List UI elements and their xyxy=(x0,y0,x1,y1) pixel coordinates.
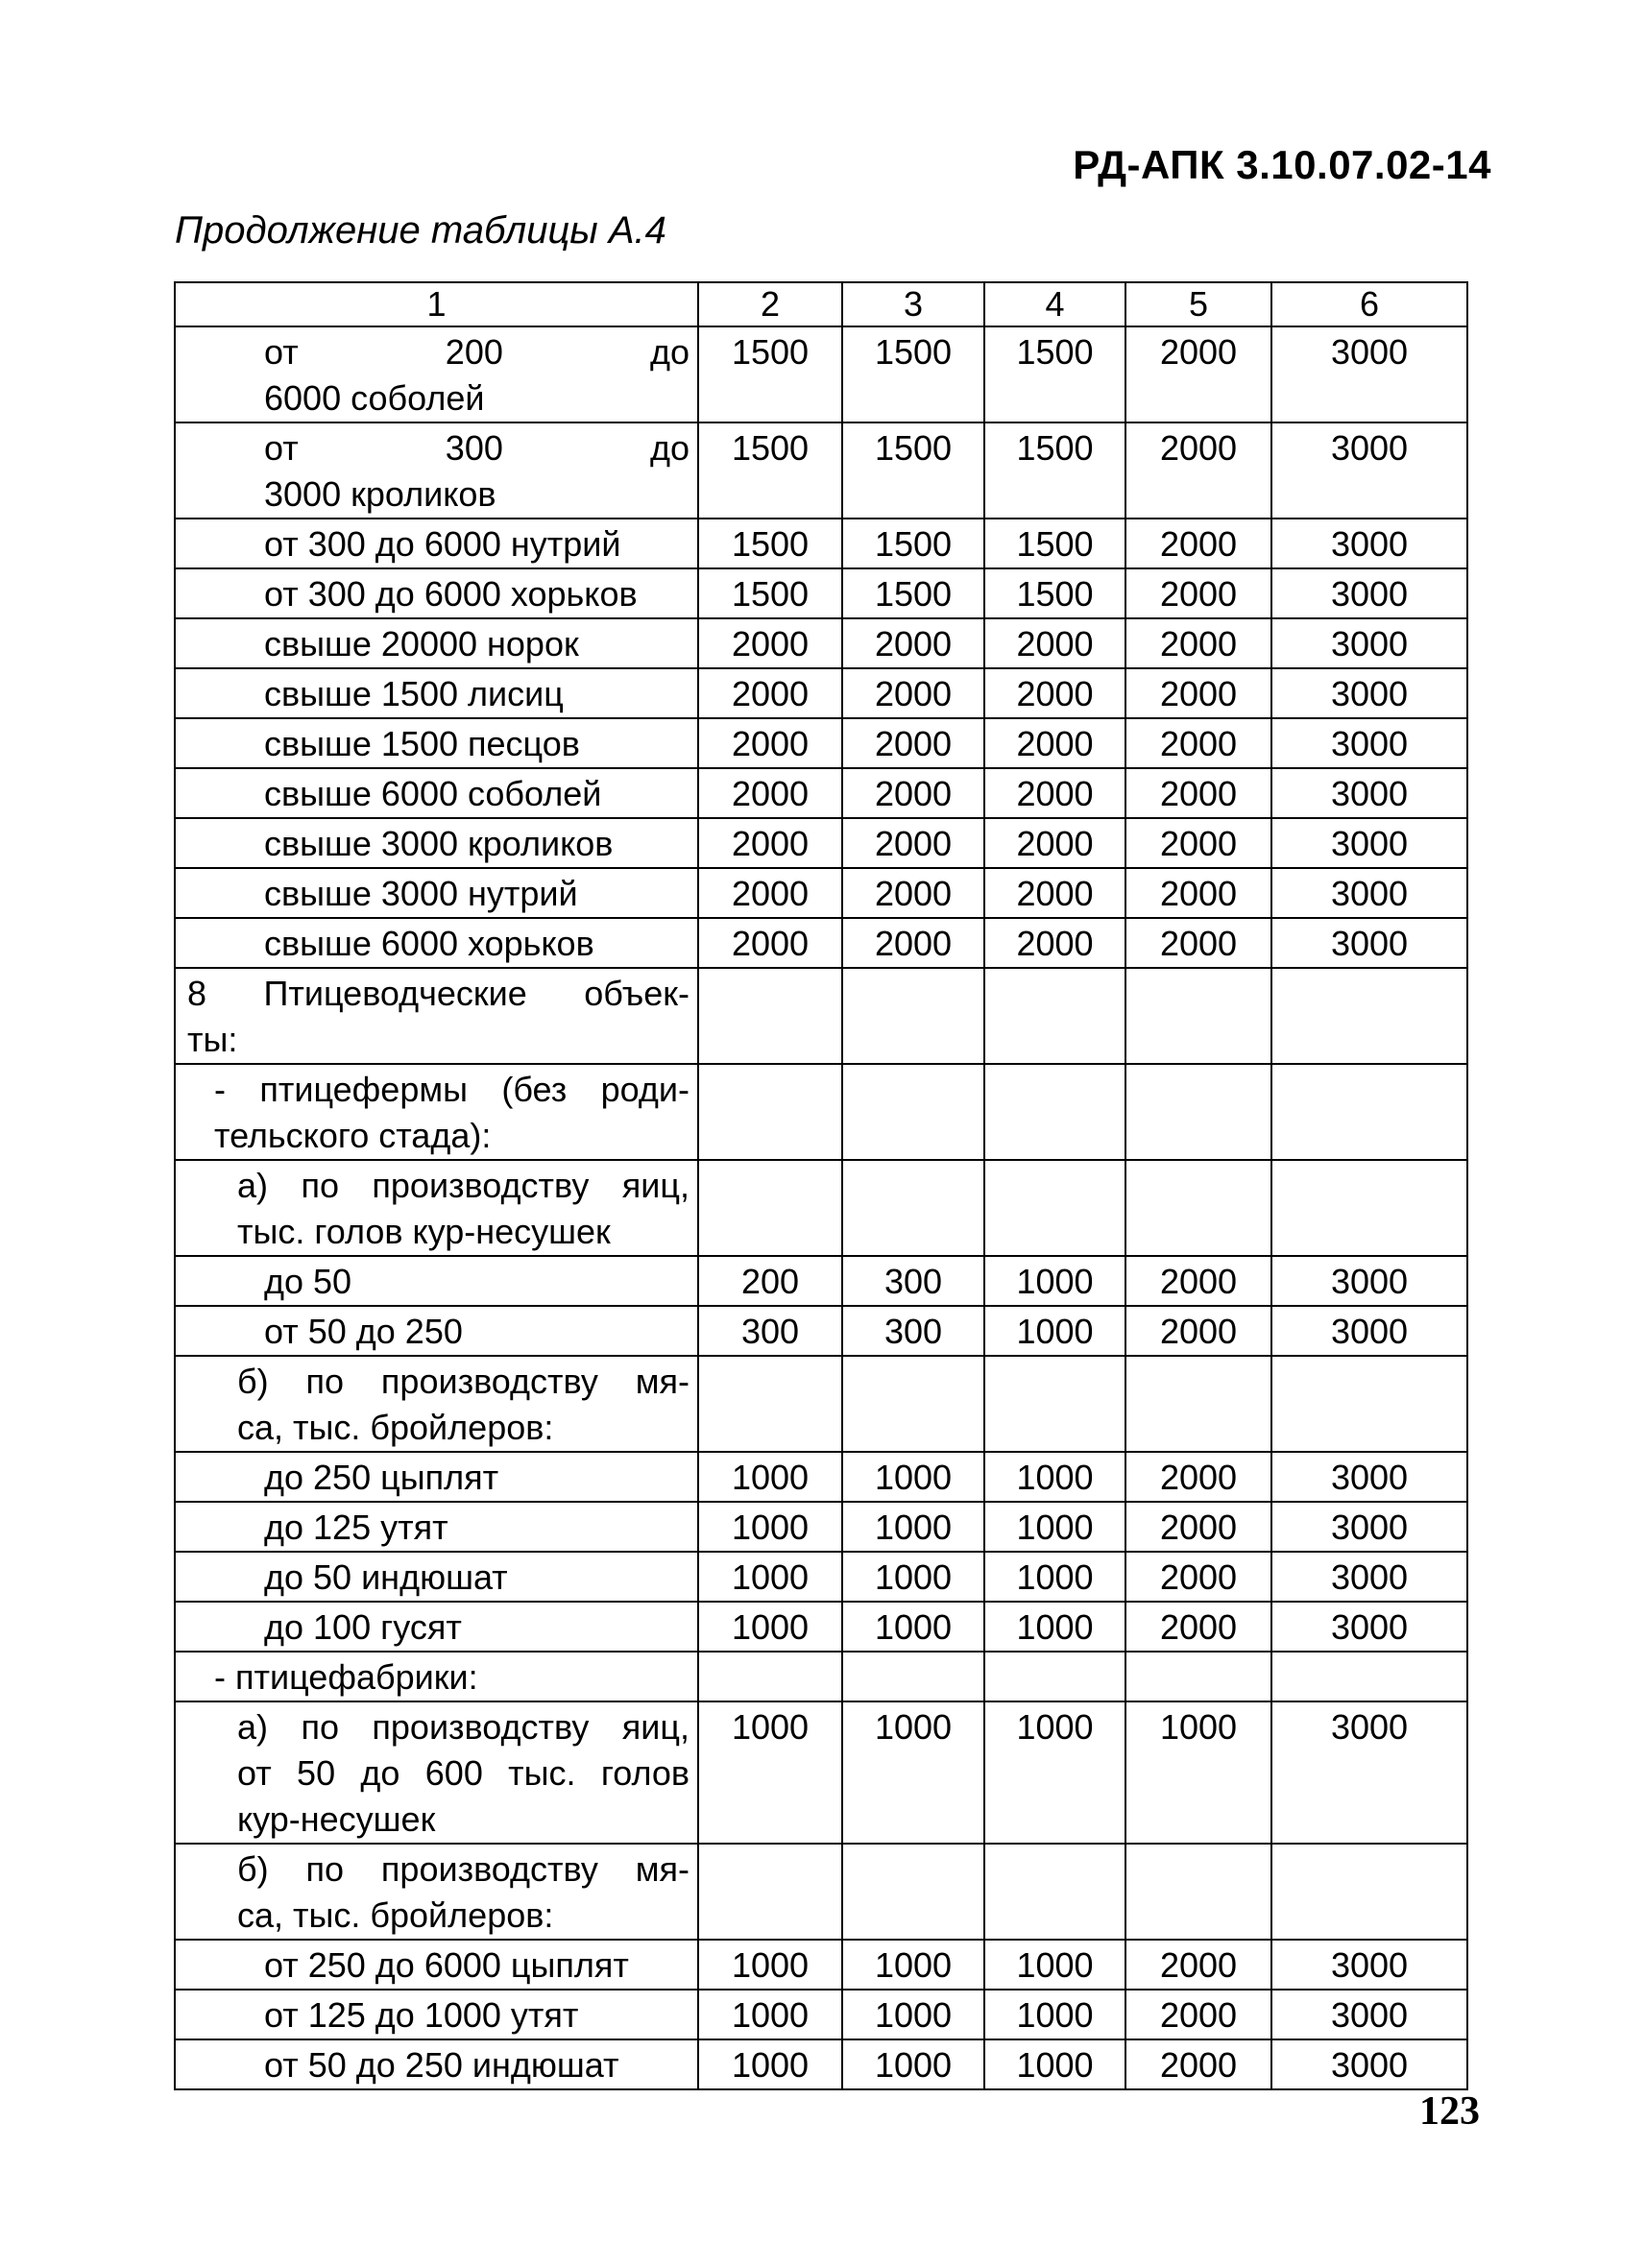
row-label-line: до 50 индюшат xyxy=(264,1557,508,1597)
value-cell xyxy=(1125,1160,1271,1256)
value-cell xyxy=(698,1356,842,1452)
row-label-line: до 100 гусят xyxy=(264,1607,462,1647)
row-label-line: от 200 до xyxy=(264,332,689,372)
row-label-line: свыше 6000 соболей xyxy=(264,774,602,813)
value-cell: 2000 xyxy=(842,618,984,668)
table-row xyxy=(175,1256,1467,1306)
row-label xyxy=(175,868,698,918)
row-label xyxy=(175,618,698,668)
value-cell: 2000 xyxy=(698,718,842,768)
value-cell: 2000 xyxy=(1125,918,1271,968)
value-cell: 2000 xyxy=(1125,1990,1271,2039)
row-label xyxy=(175,718,698,768)
row-label-line: свыше 1500 лисиц xyxy=(264,674,564,713)
row-label-line: от 300 до 6000 нутрий xyxy=(264,524,621,564)
value-cell xyxy=(698,1844,842,1940)
value-cell: 1000 xyxy=(984,1940,1125,1990)
value-cell: 300 xyxy=(842,1256,984,1306)
row-label xyxy=(175,1306,698,1356)
value-cell: 2000 xyxy=(698,768,842,818)
value-cell: 1000 xyxy=(984,1701,1125,1844)
value-cell: 2000 xyxy=(1125,519,1271,568)
row-label-line: 8 Птицеводческие объек- xyxy=(187,974,689,1013)
value-cell: 1000 xyxy=(698,1701,842,1844)
row-label-line: кур-несушек xyxy=(237,1799,436,1839)
row-label xyxy=(175,1552,698,1602)
value-cell: 2000 xyxy=(698,868,842,918)
value-cell: 1000 xyxy=(842,1990,984,2039)
value-cell: 1500 xyxy=(842,519,984,568)
column-header: 6 xyxy=(1271,282,1467,326)
value-cell: 3000 xyxy=(1271,868,1467,918)
value-cell: 2000 xyxy=(1125,1552,1271,1602)
row-label-line: са, тыс. бройлеров: xyxy=(237,1408,554,1447)
row-label-line: а) по производству яиц, xyxy=(237,1707,689,1747)
value-cell: 3000 xyxy=(1271,1701,1467,1844)
value-cell: 1000 xyxy=(984,1602,1125,1652)
row-label-line: тыс. голов кур-несушек xyxy=(237,1212,611,1251)
value-cell: 2000 xyxy=(842,768,984,818)
value-cell xyxy=(698,1160,842,1256)
value-cell: 1000 xyxy=(1125,1701,1271,1844)
table-row xyxy=(175,1160,1467,1256)
table-row xyxy=(175,1701,1467,1844)
value-cell: 1000 xyxy=(984,1306,1125,1356)
data-table xyxy=(174,281,1468,2090)
row-label xyxy=(175,2039,698,2089)
value-cell: 2000 xyxy=(842,718,984,768)
value-cell xyxy=(1271,1064,1467,1160)
table-row xyxy=(175,1990,1467,2039)
value-cell: 1000 xyxy=(984,1502,1125,1552)
value-cell: 2000 xyxy=(984,918,1125,968)
row-label-line: до 50 xyxy=(264,1262,352,1301)
row-label xyxy=(175,968,698,1064)
value-cell: 2000 xyxy=(698,668,842,718)
row-label xyxy=(175,1502,698,1552)
row-label xyxy=(175,1990,698,2039)
value-cell xyxy=(842,1160,984,1256)
value-cell: 1500 xyxy=(984,422,1125,519)
row-label-line: от 300 до 6000 хорьков xyxy=(264,574,638,614)
table-row xyxy=(175,868,1467,918)
value-cell: 2000 xyxy=(1125,1602,1271,1652)
row-label-line: до 250 цыплят xyxy=(264,1458,499,1497)
value-cell xyxy=(984,1844,1125,1940)
value-cell: 2000 xyxy=(1125,768,1271,818)
table-row xyxy=(175,818,1467,868)
value-cell: 2000 xyxy=(698,818,842,868)
value-cell: 3000 xyxy=(1271,768,1467,818)
value-cell xyxy=(984,1064,1125,1160)
value-cell: 2000 xyxy=(1125,1452,1271,1502)
value-cell: 3000 xyxy=(1271,422,1467,519)
value-cell: 1000 xyxy=(698,1940,842,1990)
row-label-line: свыше 3000 кроликов xyxy=(264,824,614,863)
value-cell: 3000 xyxy=(1271,718,1467,768)
row-label xyxy=(175,1701,698,1844)
table-row xyxy=(175,1844,1467,1940)
value-cell xyxy=(698,1652,842,1701)
table-caption: Продолжение таблицы А.4 xyxy=(175,209,666,252)
value-cell: 2000 xyxy=(1125,1940,1271,1990)
column-header: 1 xyxy=(175,282,698,326)
value-cell: 1000 xyxy=(698,2039,842,2089)
column-header: 5 xyxy=(1125,282,1271,326)
row-label xyxy=(175,568,698,618)
table-row xyxy=(175,326,1467,422)
value-cell: 2000 xyxy=(984,818,1125,868)
value-cell: 2000 xyxy=(842,868,984,918)
value-cell: 1000 xyxy=(698,1990,842,2039)
row-label-line: ты: xyxy=(187,1020,238,1059)
table-row xyxy=(175,422,1467,519)
value-cell: 2000 xyxy=(1125,422,1271,519)
value-cell: 2000 xyxy=(984,668,1125,718)
value-cell: 2000 xyxy=(984,618,1125,668)
table-row xyxy=(175,519,1467,568)
value-cell: 3000 xyxy=(1271,519,1467,568)
value-cell: 2000 xyxy=(1125,568,1271,618)
row-label xyxy=(175,1602,698,1652)
table-row xyxy=(175,1064,1467,1160)
value-cell: 1000 xyxy=(698,1452,842,1502)
row-label-line: от 250 до 6000 цыплят xyxy=(264,1945,629,1985)
value-cell: 1000 xyxy=(984,1990,1125,2039)
value-cell: 1500 xyxy=(842,326,984,422)
row-label-line: от 50 до 600 тыс. голов xyxy=(237,1753,689,1793)
value-cell xyxy=(984,1356,1125,1452)
value-cell: 1500 xyxy=(984,519,1125,568)
value-cell: 3000 xyxy=(1271,1602,1467,1652)
row-label xyxy=(175,1256,698,1306)
value-cell xyxy=(1271,968,1467,1064)
value-cell: 1000 xyxy=(698,1552,842,1602)
value-cell: 2000 xyxy=(1125,1256,1271,1306)
row-label xyxy=(175,326,698,422)
value-cell: 1000 xyxy=(984,1256,1125,1306)
value-cell: 1000 xyxy=(842,1552,984,1602)
value-cell: 3000 xyxy=(1271,818,1467,868)
row-label-line: 6000 соболей xyxy=(264,378,485,418)
value-cell: 2000 xyxy=(984,868,1125,918)
table-row xyxy=(175,568,1467,618)
value-cell: 1000 xyxy=(842,1701,984,1844)
row-label-line: - птицефабрики: xyxy=(214,1657,478,1697)
value-cell: 1500 xyxy=(698,422,842,519)
value-cell: 3000 xyxy=(1271,326,1467,422)
value-cell xyxy=(1271,1844,1467,1940)
value-cell: 1500 xyxy=(698,519,842,568)
value-cell: 3000 xyxy=(1271,2039,1467,2089)
value-cell: 1000 xyxy=(984,1452,1125,1502)
table-row xyxy=(175,668,1467,718)
value-cell: 1000 xyxy=(698,1502,842,1552)
value-cell: 2000 xyxy=(842,818,984,868)
table-row xyxy=(175,1306,1467,1356)
value-cell: 2000 xyxy=(1125,718,1271,768)
value-cell xyxy=(984,968,1125,1064)
table-row xyxy=(175,618,1467,668)
value-cell: 1000 xyxy=(984,1552,1125,1602)
table-row xyxy=(175,1452,1467,1502)
value-cell: 1000 xyxy=(698,1602,842,1652)
header-row xyxy=(175,282,1467,326)
value-cell: 1500 xyxy=(842,568,984,618)
row-label-line: а) по производству яиц, xyxy=(237,1166,689,1205)
table-row xyxy=(175,718,1467,768)
value-cell: 3000 xyxy=(1271,618,1467,668)
table-row xyxy=(175,1502,1467,1552)
value-cell: 2000 xyxy=(984,768,1125,818)
value-cell xyxy=(698,968,842,1064)
table-row xyxy=(175,768,1467,818)
row-label-line: 3000 кроликов xyxy=(264,474,496,514)
value-cell: 2000 xyxy=(1125,1502,1271,1552)
table-row xyxy=(175,968,1467,1064)
value-cell: 3000 xyxy=(1271,1940,1467,1990)
row-label xyxy=(175,1160,698,1256)
value-cell: 3000 xyxy=(1271,1990,1467,2039)
value-cell: 3000 xyxy=(1271,918,1467,968)
row-label-line: до 125 утят xyxy=(264,1508,448,1547)
column-header: 4 xyxy=(984,282,1125,326)
row-label-line: са, тыс. бройлеров: xyxy=(237,1895,554,1935)
row-label xyxy=(175,668,698,718)
value-cell: 2000 xyxy=(1125,868,1271,918)
value-cell: 1000 xyxy=(842,1602,984,1652)
row-label xyxy=(175,1452,698,1502)
value-cell: 1500 xyxy=(698,326,842,422)
value-cell xyxy=(842,1356,984,1452)
value-cell: 1500 xyxy=(984,568,1125,618)
row-label-line: свыше 6000 хорьков xyxy=(264,924,594,963)
row-label xyxy=(175,768,698,818)
value-cell: 1000 xyxy=(842,1502,984,1552)
row-label-line: - птицефермы (без роди- xyxy=(214,1070,689,1109)
value-cell: 200 xyxy=(698,1256,842,1306)
value-cell xyxy=(1271,1160,1467,1256)
row-label-line: от 50 до 250 индюшат xyxy=(264,2045,619,2085)
value-cell: 1000 xyxy=(842,1452,984,1502)
value-cell: 2000 xyxy=(984,718,1125,768)
row-label xyxy=(175,1064,698,1160)
row-label-line: от 50 до 250 xyxy=(264,1312,463,1351)
value-cell: 300 xyxy=(842,1306,984,1356)
value-cell: 2000 xyxy=(1125,668,1271,718)
value-cell: 1000 xyxy=(842,2039,984,2089)
row-label xyxy=(175,422,698,519)
document-code: РД-АПК 3.10.07.02-14 xyxy=(1073,142,1491,187)
value-cell: 3000 xyxy=(1271,1452,1467,1502)
value-cell xyxy=(1125,1652,1271,1701)
row-label-line: тельского стада): xyxy=(214,1116,492,1155)
value-cell: 2000 xyxy=(1125,326,1271,422)
table-row xyxy=(175,1602,1467,1652)
table-row xyxy=(175,1652,1467,1701)
value-cell: 3000 xyxy=(1271,1306,1467,1356)
value-cell xyxy=(698,1064,842,1160)
column-header: 2 xyxy=(698,282,842,326)
column-header: 3 xyxy=(842,282,984,326)
value-cell xyxy=(984,1160,1125,1256)
table-row xyxy=(175,1940,1467,1990)
value-cell: 2000 xyxy=(1125,1306,1271,1356)
row-label xyxy=(175,1940,698,1990)
value-cell xyxy=(842,1844,984,1940)
row-label xyxy=(175,1652,698,1701)
row-label-line: б) по производству мя- xyxy=(237,1362,689,1401)
page-number: 123 xyxy=(1419,2089,1480,2134)
row-label-line: свыше 3000 нутрий xyxy=(264,874,578,913)
value-cell: 2000 xyxy=(842,918,984,968)
row-label-line: от 300 до xyxy=(264,428,689,468)
value-cell: 3000 xyxy=(1271,1256,1467,1306)
row-label xyxy=(175,818,698,868)
table-body xyxy=(175,282,1467,2089)
value-cell: 3000 xyxy=(1271,568,1467,618)
value-cell: 2000 xyxy=(698,618,842,668)
value-cell xyxy=(984,1652,1125,1701)
value-cell: 1000 xyxy=(842,1940,984,1990)
value-cell: 300 xyxy=(698,1306,842,1356)
row-label-line: от 125 до 1000 утят xyxy=(264,1995,579,2035)
value-cell xyxy=(842,968,984,1064)
row-label-line: свыше 1500 песцов xyxy=(264,724,580,763)
value-cell: 3000 xyxy=(1271,1502,1467,1552)
row-label-line: б) по производству мя- xyxy=(237,1849,689,1889)
value-cell xyxy=(1125,1064,1271,1160)
value-cell: 1000 xyxy=(984,2039,1125,2089)
row-label xyxy=(175,918,698,968)
value-cell: 2000 xyxy=(698,918,842,968)
value-cell: 1500 xyxy=(698,568,842,618)
value-cell xyxy=(842,1652,984,1701)
row-label xyxy=(175,1844,698,1940)
table-row xyxy=(175,2039,1467,2089)
value-cell xyxy=(1271,1356,1467,1452)
value-cell: 1500 xyxy=(984,326,1125,422)
table-row xyxy=(175,1356,1467,1452)
value-cell: 2000 xyxy=(1125,2039,1271,2089)
value-cell: 1500 xyxy=(842,422,984,519)
value-cell xyxy=(1125,1356,1271,1452)
table-row xyxy=(175,1552,1467,1602)
value-cell xyxy=(1125,968,1271,1064)
row-label xyxy=(175,519,698,568)
value-cell: 2000 xyxy=(842,668,984,718)
value-cell: 2000 xyxy=(1125,618,1271,668)
value-cell: 3000 xyxy=(1271,1552,1467,1602)
table-row xyxy=(175,918,1467,968)
value-cell xyxy=(842,1064,984,1160)
value-cell: 3000 xyxy=(1271,668,1467,718)
value-cell xyxy=(1271,1652,1467,1701)
row-label-line: свыше 20000 норок xyxy=(264,624,579,664)
value-cell xyxy=(1125,1844,1271,1940)
row-label xyxy=(175,1356,698,1452)
value-cell: 2000 xyxy=(1125,818,1271,868)
